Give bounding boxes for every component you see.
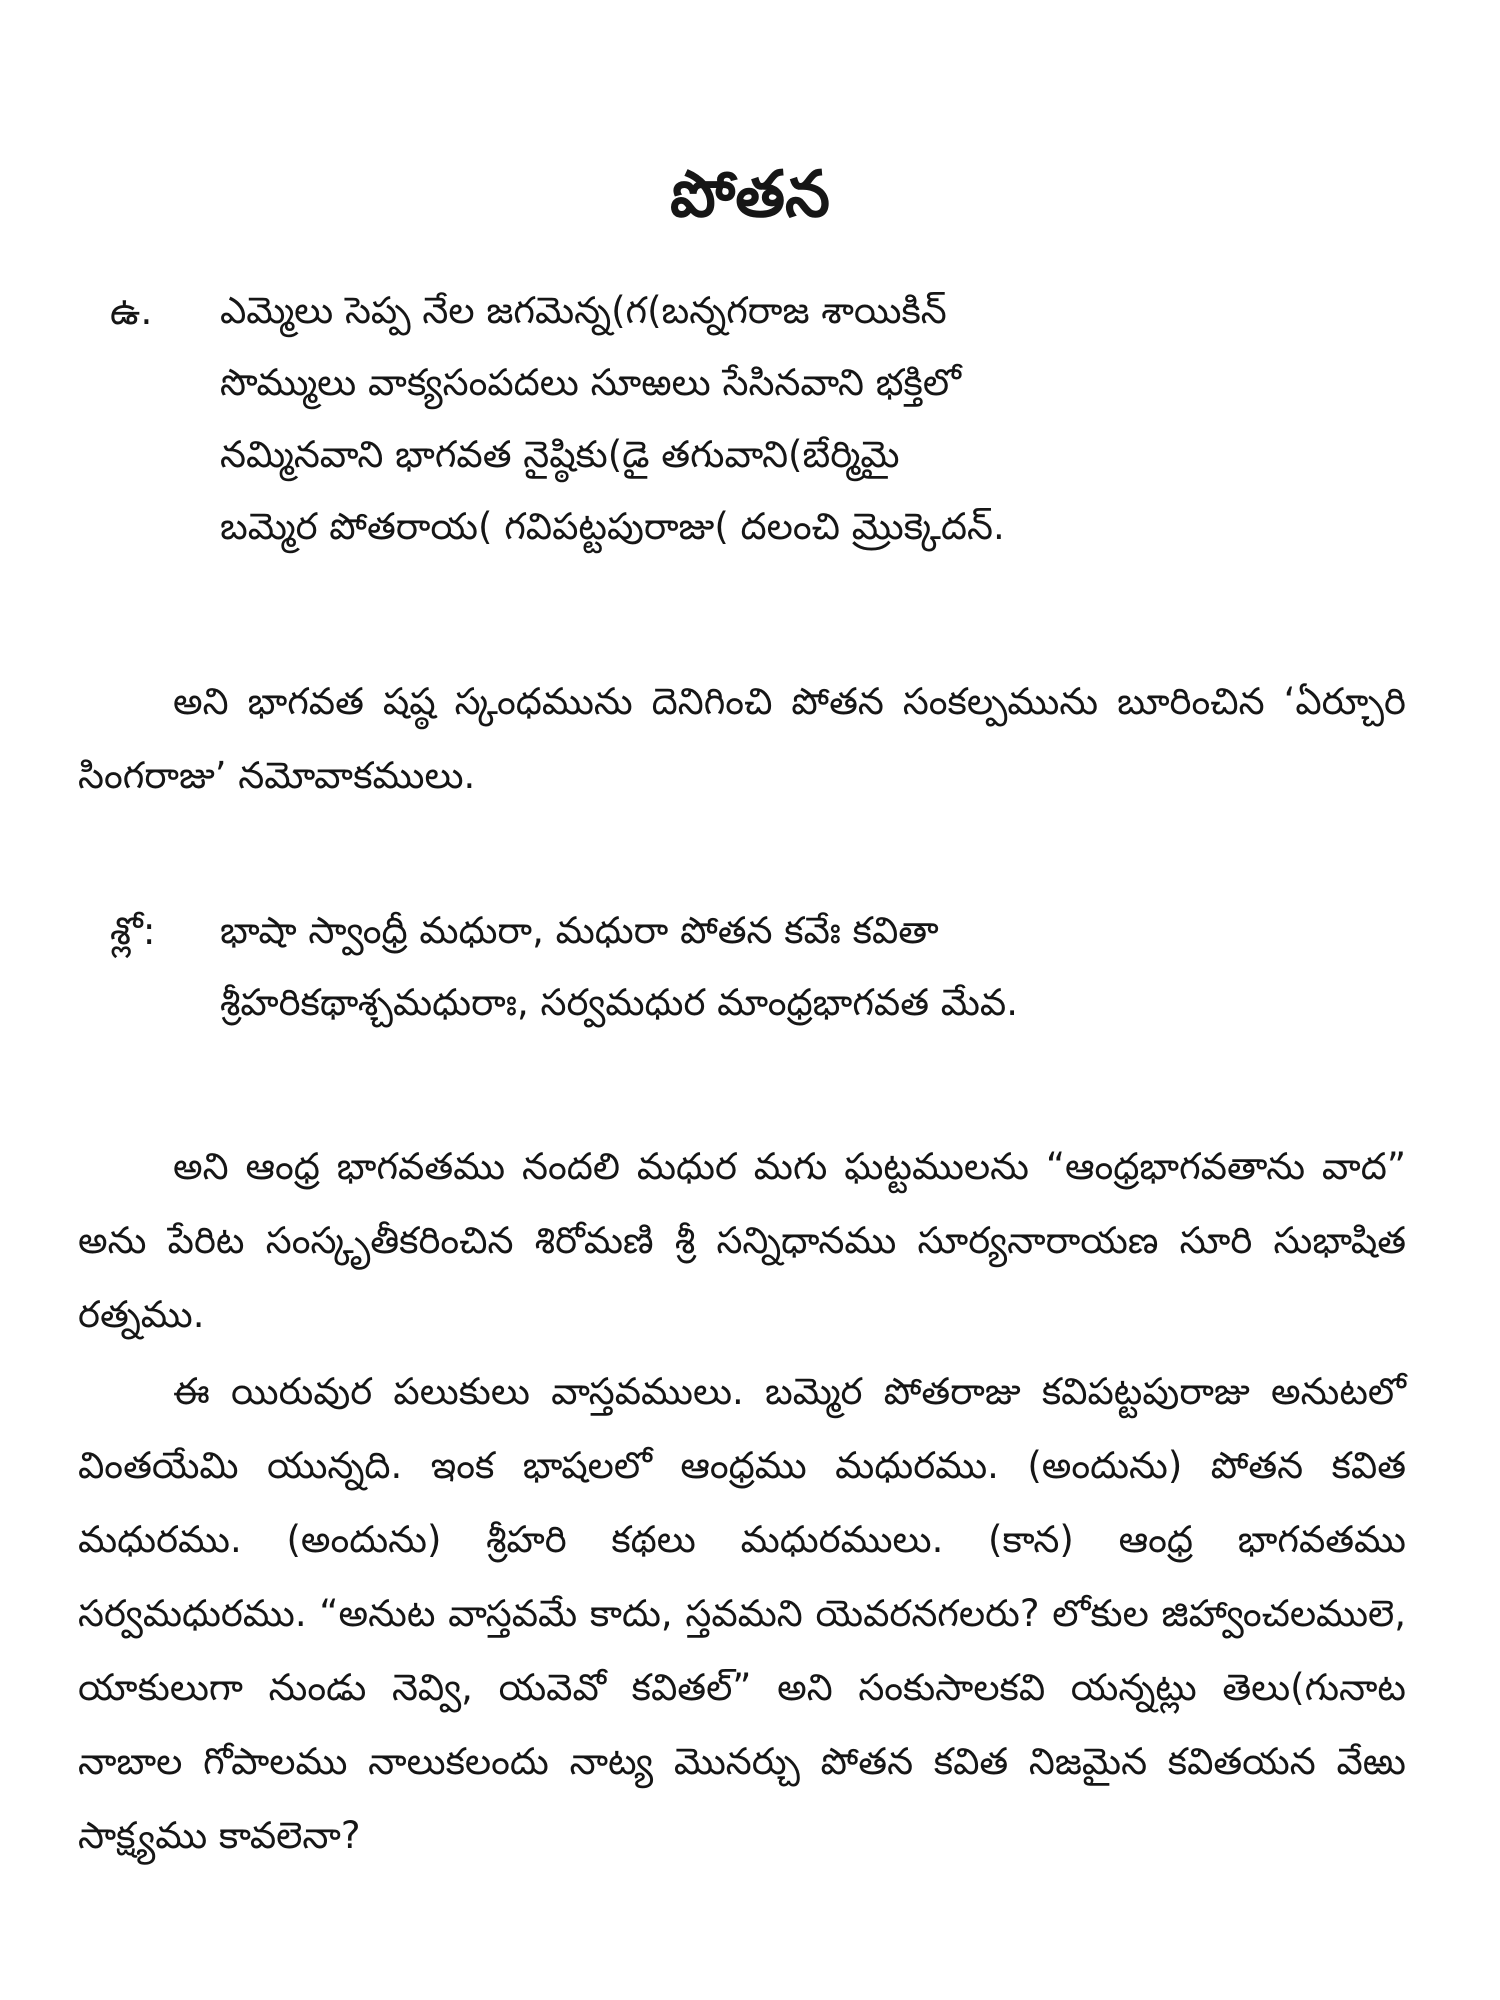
paragraph-text: అని భాగవత షష్ఠ స్కంధమును దెనిగించి పోతన సంకల్పమును బూరించిన ‘ఏర్చూరి సింగరాజు’ నమోవాకములు. [78, 680, 1406, 797]
verse-meter-marker: ఉ. [110, 289, 153, 333]
paragraph [78, 1355, 1406, 1873]
paragraph [78, 1130, 1406, 1352]
verse-line: నమ్మినవాని భాగవత నైష్ఠికు(డై తగువాని(బేర్మిమై [220, 433, 900, 476]
paragraph [78, 665, 1406, 813]
verse-line: సొమ్ములు వాక్యసంపదలు సూఱలు సేసినవాని భక్తిలో [220, 361, 961, 404]
verse-lines [220, 895, 1400, 1039]
verse-line: భాషా స్వాంధ్రీ మధురా, మధురా పోతన కవేః కవితా [220, 909, 939, 952]
verse-line: ఎమ్మెలు సెప్ప నేల జగమెన్న(గ(బన్నగరాజ శాయికిన్ [220, 289, 947, 332]
verse-line: బమ్మెర పోతరాయ( గవిపట్టపురాజు( దలంచి మ్రొక్కెదన్. [220, 505, 1005, 548]
verse-line: శ్రీహరికథాశ్చమధురాః, సర్వమధుర మాంధ్రభాగవత మేవ. [220, 981, 1018, 1024]
verse-lines [220, 275, 1400, 563]
paragraph-text: ఈ యిరువుర పలుకులు వాస్తవములు. బమ్మెర పోతరాజు కవిపట్టపురాజు అనుటలో వింతయేమి యున్నది. ఇంక భాషలలో ఆంధ్రము మధురము. (అందును) పోతన కవిత మధురము. (అందును) శ్రీహరి కథలు మధురములు. (కాన) ఆంధ్ర భాగవతము సర్వమధురము. “అనుట వాస్తవమే కాదు, స్తవమని యెవరనగలరు? లోకుల జిహ్వాంచలములె, యాకులుగా నుండు నెవ్వి, యవెవో కవితల్” అని సంకుసాలకవి యన్నట్లు తెలు(గునాట నాబాల గోపాలము నాలుకలందు నాట్య మొనర్చు పోతన కవిత నిజమైన కవితయన వేఱు సాక్ష్యము కావలెనా? [78, 1370, 1406, 1857]
verse-meter-marker: శ్లో: [110, 909, 156, 953]
page-title: పోతన [670, 158, 830, 232]
paragraph-text: అని ఆంధ్ర భాగవతము నందలి మధుర మగు ఘట్టములను “ఆంధ్రభాగవతాను వాద” అను పేరిట సంస్కృతీకరించిన శిరోమణి శ్రీ సన్నిధానము సూర్యనారాయణ సూరి సుభాషిత రత్నము. [78, 1145, 1406, 1336]
